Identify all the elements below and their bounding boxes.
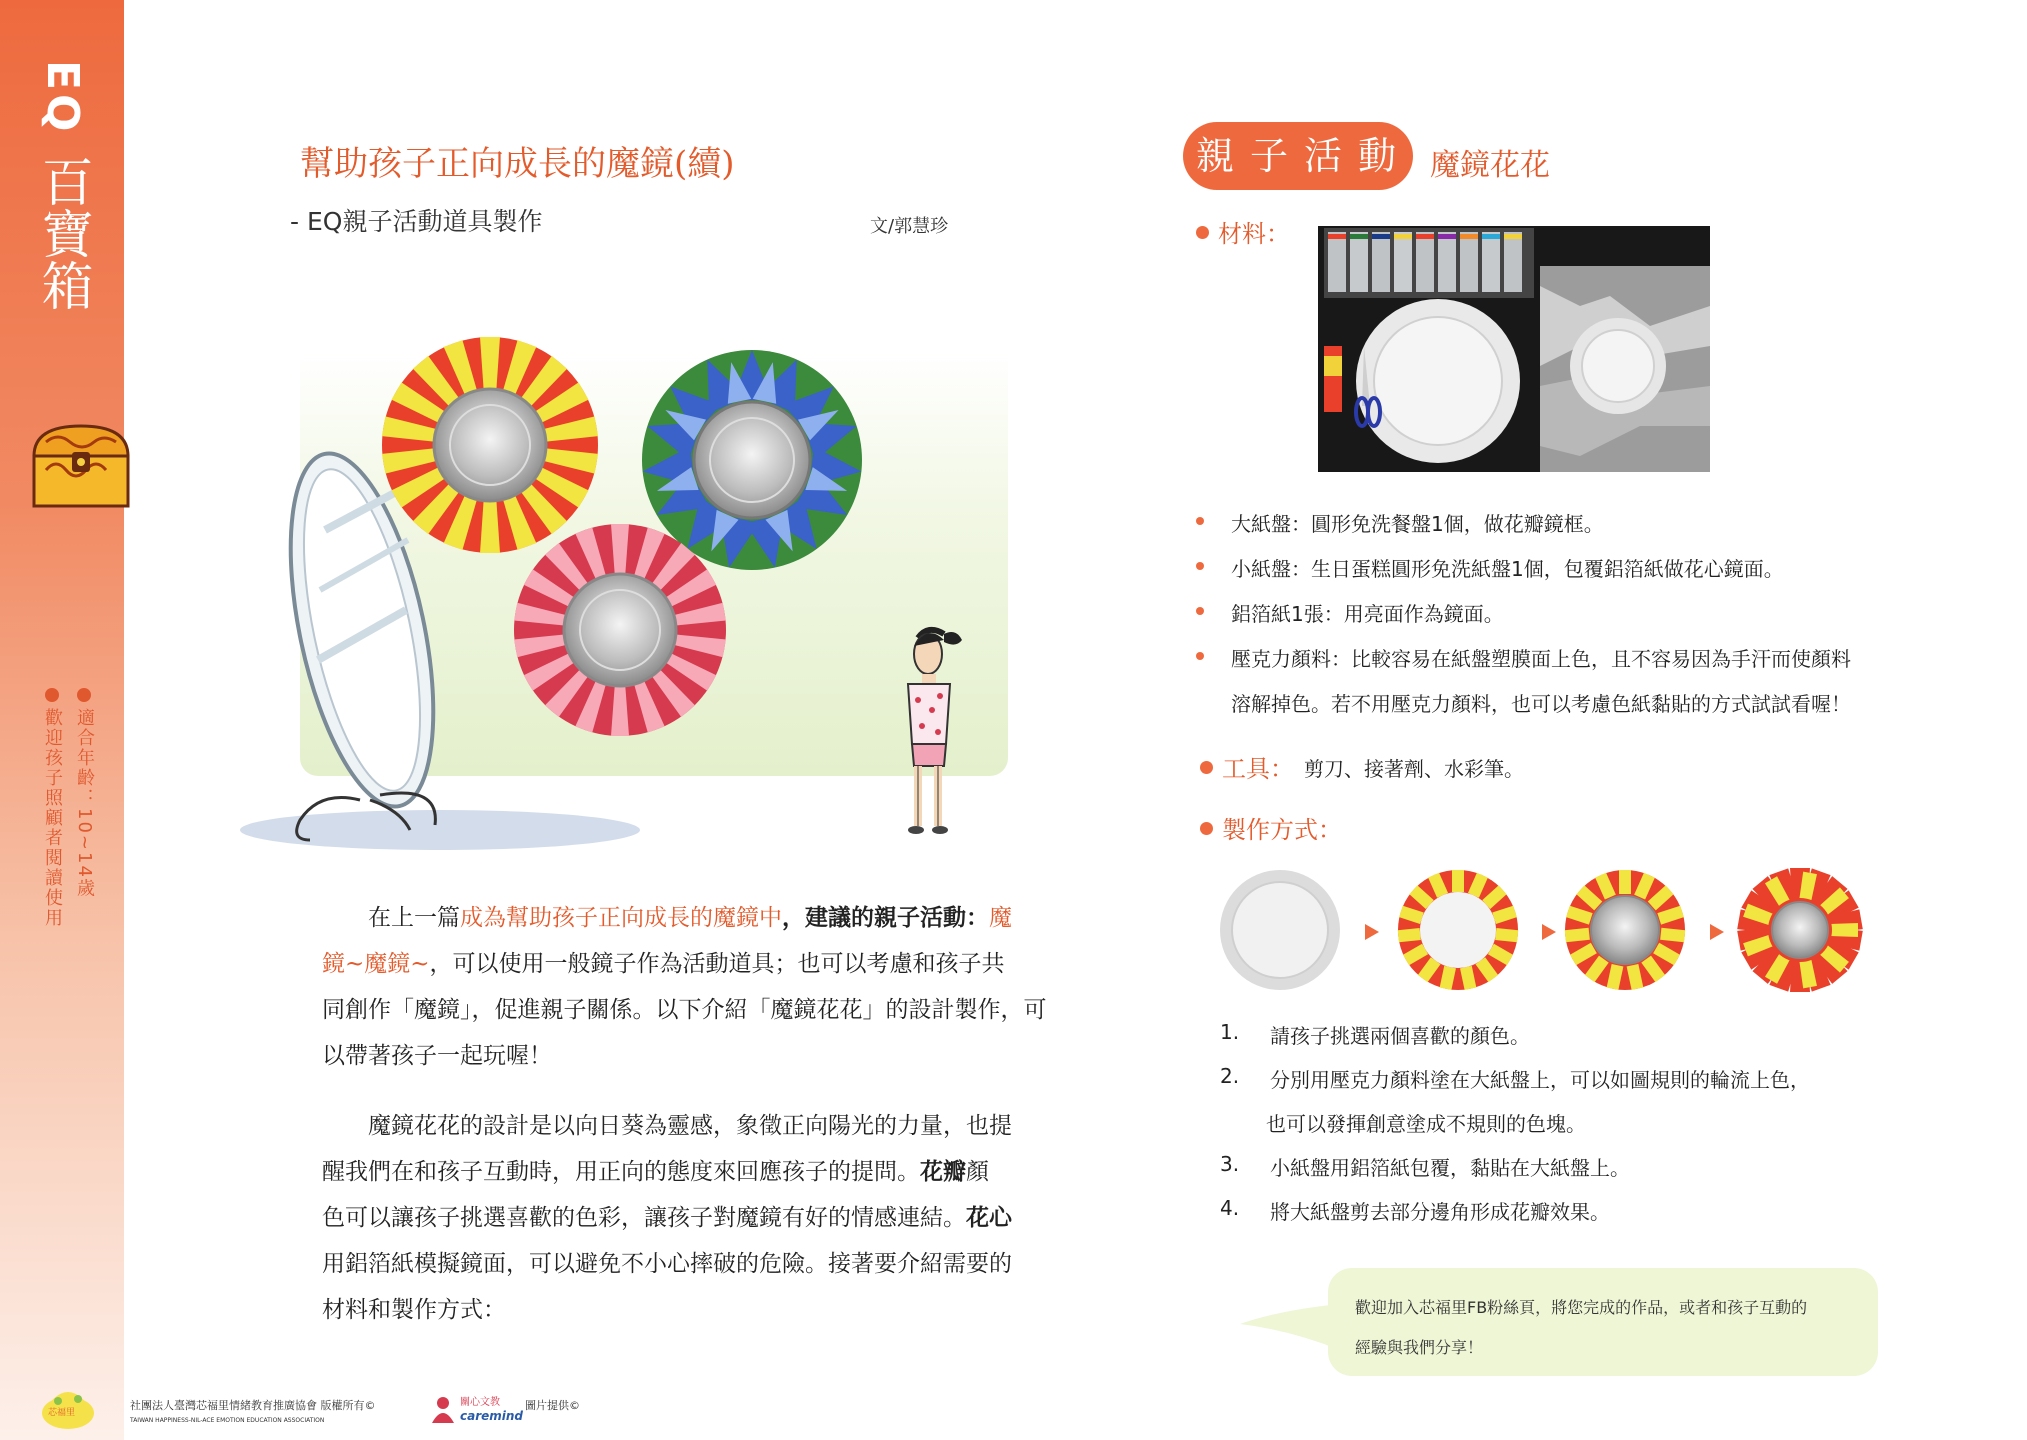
activity-name-highlight: 魔 (989, 905, 1012, 931)
paint-tubes (1324, 228, 1534, 298)
flower-plate-red-yellow (382, 337, 598, 553)
materials-label: 材料： (1218, 220, 1290, 248)
age-note: 適合年齡：10~14歲 (74, 708, 95, 899)
speech-bubble-text (1355, 1288, 1865, 1368)
logo-text: 芯福里 (48, 1408, 76, 1418)
paragraph-line (322, 1149, 1022, 1195)
activity-name-highlight: 鏡~魔鏡~ (322, 951, 430, 977)
step-text: 分別用壓克力顏料塗在大紙盤上，可以如圖規則的輪流上色， (1270, 1068, 1810, 1092)
text-run: ，可以使用一般鏡子作為活動道具；也可以考慮和孩子共 (429, 951, 1005, 977)
tools-label: 工具： (1222, 755, 1294, 783)
step-text: 也可以發揮創意塗成不規則的色塊。 (1266, 1112, 1586, 1136)
text-run: 醒我們在和孩子互動時，用正向的態度來回應孩子的提問。 (322, 1159, 920, 1185)
sponsor-chinese: 關心文教 (460, 1397, 500, 1408)
tools-text: 剪刀、接著劑、水彩筆。 (1304, 757, 1524, 781)
article-subtitle: - EQ親子活動道具製作 (290, 207, 543, 236)
paragraph-line (322, 895, 1022, 941)
article-author: 文/郭慧珍 (870, 216, 949, 237)
article-paragraph-1 (322, 895, 1047, 1079)
list-bullet (1196, 652, 1204, 660)
center-keyword: 花心 (966, 1204, 1012, 1231)
step-number: 1. (1220, 1020, 1240, 1044)
association-english-name: TAIWAN HAPPINESS-NIL-ACE EMOTION EDUCATION ASSOCIATION (130, 1417, 325, 1424)
section-bullet (1196, 226, 1209, 239)
step-number: 4. (1220, 1196, 1240, 1220)
caremind-logo-icon (430, 1395, 456, 1425)
step-number: 3. (1220, 1152, 1240, 1176)
paragraph-line: 以帶著孩子一起玩喔！ (322, 1043, 552, 1069)
illustration-mirror-flowers (230, 330, 1030, 860)
play-arrow-icon (1710, 924, 1724, 940)
note-bullet (45, 688, 59, 702)
method-label: 製作方式： (1222, 816, 1342, 844)
section-bullet (1200, 822, 1213, 835)
note-bullet (77, 688, 91, 702)
material-text: 小紙盤：生日蛋糕圓形免洗紙盤1個，包覆鋁箔紙做花心鏡面。 (1231, 557, 1784, 581)
text-run: 魔鏡花花的設計是以向日葵為靈感，象徵正向陽光的力量，也提 (368, 1113, 1012, 1139)
text-run: 顏 (966, 1159, 989, 1185)
text-run: 色可以讓孩子挑選喜歡的色彩，讓孩子對魔鏡有好的情感連結。 (322, 1205, 966, 1231)
materials-photo (1318, 226, 1710, 472)
material-text: 壓克力顏料：比較容易在紙盤塑膜面上色，且不容易因為手汗而使顏料 (1231, 647, 1851, 671)
material-text: 大紙盤：圓形免洗餐盤1個，做花瓣鏡框。 (1231, 512, 1604, 536)
sponsor-english: caremind (460, 1409, 524, 1423)
reader-note: 歡迎孩子照顧者閱讀使用 (42, 708, 63, 928)
paragraph-line: 材料和製作方式： (322, 1297, 506, 1323)
paragraph-line (322, 941, 1022, 987)
list-bullet (1196, 607, 1204, 615)
step-4-cut-flower (1737, 868, 1863, 992)
article-title: 幫助孩子正向成長的魔鏡(續) (300, 144, 735, 184)
sidebar-title (0, 48, 124, 318)
list-bullet (1196, 562, 1204, 570)
activity-title: 魔鏡花花 (1430, 148, 1550, 183)
step-1-plain-plate (1220, 870, 1340, 990)
image-credit: 圖片提供© (525, 1399, 580, 1412)
step-text: 請孩子挑選兩個喜歡的顏色。 (1270, 1024, 1530, 1048)
sidebar-title-eq: EQ (36, 60, 88, 136)
paragraph-line (322, 1195, 1022, 1241)
step-number: 2. (1220, 1064, 1240, 1088)
girl-illustration (908, 630, 962, 834)
activity-tag: 親子活動 (1183, 122, 1413, 190)
treasure-chest-icon (26, 420, 136, 512)
step-text: 小紙盤用鋁箔紙包覆，黏貼在大紙盤上。 (1270, 1156, 1630, 1180)
speech-bubble-tail (1240, 1300, 1340, 1360)
paragraph-line (322, 1103, 1022, 1149)
paragraph-line: 同創作「魔鏡」，促進親子關係。以下介紹「魔鏡花花」的設計製作，可 (322, 997, 1047, 1023)
flower-plate-blue (641, 350, 864, 572)
paragraph-line: 用鋁箔紙模擬鏡面，可以避免不小心摔破的危險。接著要介紹需要的 (322, 1251, 1012, 1277)
list-bullet (1196, 517, 1204, 525)
bubble-line: 經驗與我們分享！ (1355, 1338, 1484, 1357)
step-3-foil-plate (1565, 870, 1686, 990)
flower-plate-pink (514, 524, 726, 736)
step-2-painted-plate (1398, 870, 1519, 990)
article-paragraph-2 (322, 1103, 1022, 1333)
material-text: 溶解掉色。若不用壓克力顏料，也可以考慮色紙黏貼的方式試試看喔！ (1231, 692, 1851, 716)
process-steps-images (1220, 868, 1870, 992)
footer (40, 1385, 740, 1435)
petals-keyword: 花瓣 (920, 1158, 966, 1185)
text-run-bold: ，建議的親子活動： (782, 904, 989, 931)
text-run: 在上一篇 (368, 905, 460, 931)
play-arrow-icon (1542, 924, 1556, 940)
step-text: 將大紙盤剪去部分邊角形成花瓣效果。 (1270, 1200, 1610, 1224)
material-text: 鋁箔紙1張：用亮面作為鏡面。 (1231, 602, 1504, 626)
previous-article-reference: 成為幫助孩子正向成長的魔鏡中 (460, 905, 782, 931)
play-arrow-icon (1365, 924, 1379, 940)
sidebar-title-chinese: 百寶箱 (32, 155, 93, 311)
bubble-line: 歡迎加入芯福里FB粉絲頁，將您完成的作品，或者和孩子互動的 (1355, 1298, 1808, 1317)
section-bullet (1200, 761, 1213, 774)
copyright-text: 社團法人臺灣芯福里情緒教育推廣協會 版權所有© (130, 1399, 376, 1412)
